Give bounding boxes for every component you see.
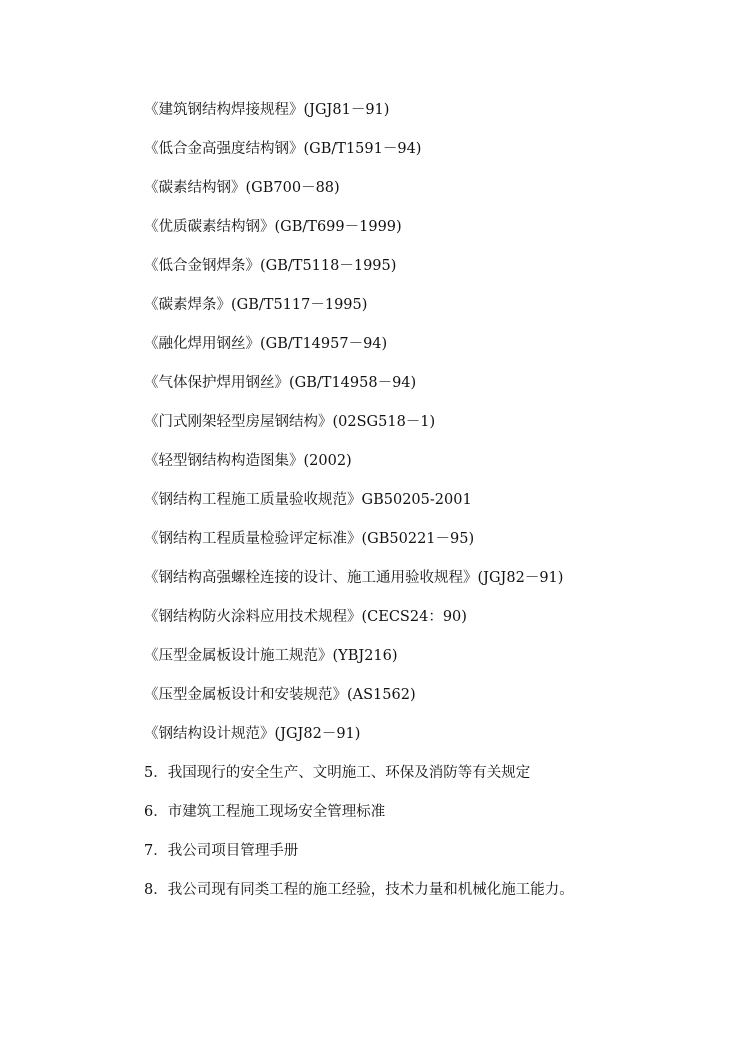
numbered-item-8: 8．我公司现有同类工程的施工经验，技术力量和机械化施工能力。 (144, 882, 574, 898)
list-item-standard-11: 《钢结构工程施工质量验收规范》GB50205-2001 (144, 492, 472, 508)
numbered-item-6: 6．市建筑工程施工现场安全管理标准 (144, 804, 386, 820)
list-item-standard-3: 《碳素结构钢》(GB700－88) (144, 180, 340, 196)
list-item-standard-2: 《低合金高强度结构钢》(GB/T1591－94) (144, 141, 422, 157)
list-item-standard-17: 《钢结构设计规范》(JGJ82－91) (144, 726, 361, 742)
list-item-standard-16: 《压型金属板设计和安装规范》(AS1562) (144, 687, 416, 703)
list-item-standard-4: 《优质碳素结构钢》(GB/T699－1999) (144, 219, 402, 235)
list-item-standard-7: 《融化焊用钢丝》(GB/T14957－94) (144, 336, 388, 352)
reference-list (144, 98, 704, 917)
list-item-standard-5: 《低合金钢焊条》(GB/T5118－1995) (144, 258, 397, 274)
list-item-standard-14: 《钢结构防火涂料应用技术规程》(CECS24：90) (144, 609, 467, 625)
list-item-standard-6: 《碳素焊条》(GB/T5117－1995) (144, 297, 368, 313)
list-item-standard-12: 《钢结构工程质量检验评定标准》(GB50221－95) (144, 531, 475, 547)
list-item-standard-9: 《门式刚架轻型房屋钢结构》(02SG518－1) (144, 414, 436, 430)
list-item-standard-1: 《建筑钢结构焊接规程》(JGJ81－91) (144, 102, 390, 118)
numbered-item-7: 7．我公司项目管理手册 (144, 843, 299, 859)
list-item-standard-13: 《钢结构高强螺栓连接的设计、施工通用验收规程》(JGJ82－91) (144, 570, 564, 586)
list-item-standard-8: 《气体保护焊用钢丝》(GB/T14958－94) (144, 375, 417, 391)
list-item-standard-10: 《轻型钢结构构造图集》(2002) (144, 453, 352, 469)
numbered-item-5: 5．我国现行的安全生产、文明施工、环保及消防等有关规定 (144, 765, 531, 781)
list-item-standard-15: 《压型金属板设计施工规范》(YBJ216) (144, 648, 398, 664)
